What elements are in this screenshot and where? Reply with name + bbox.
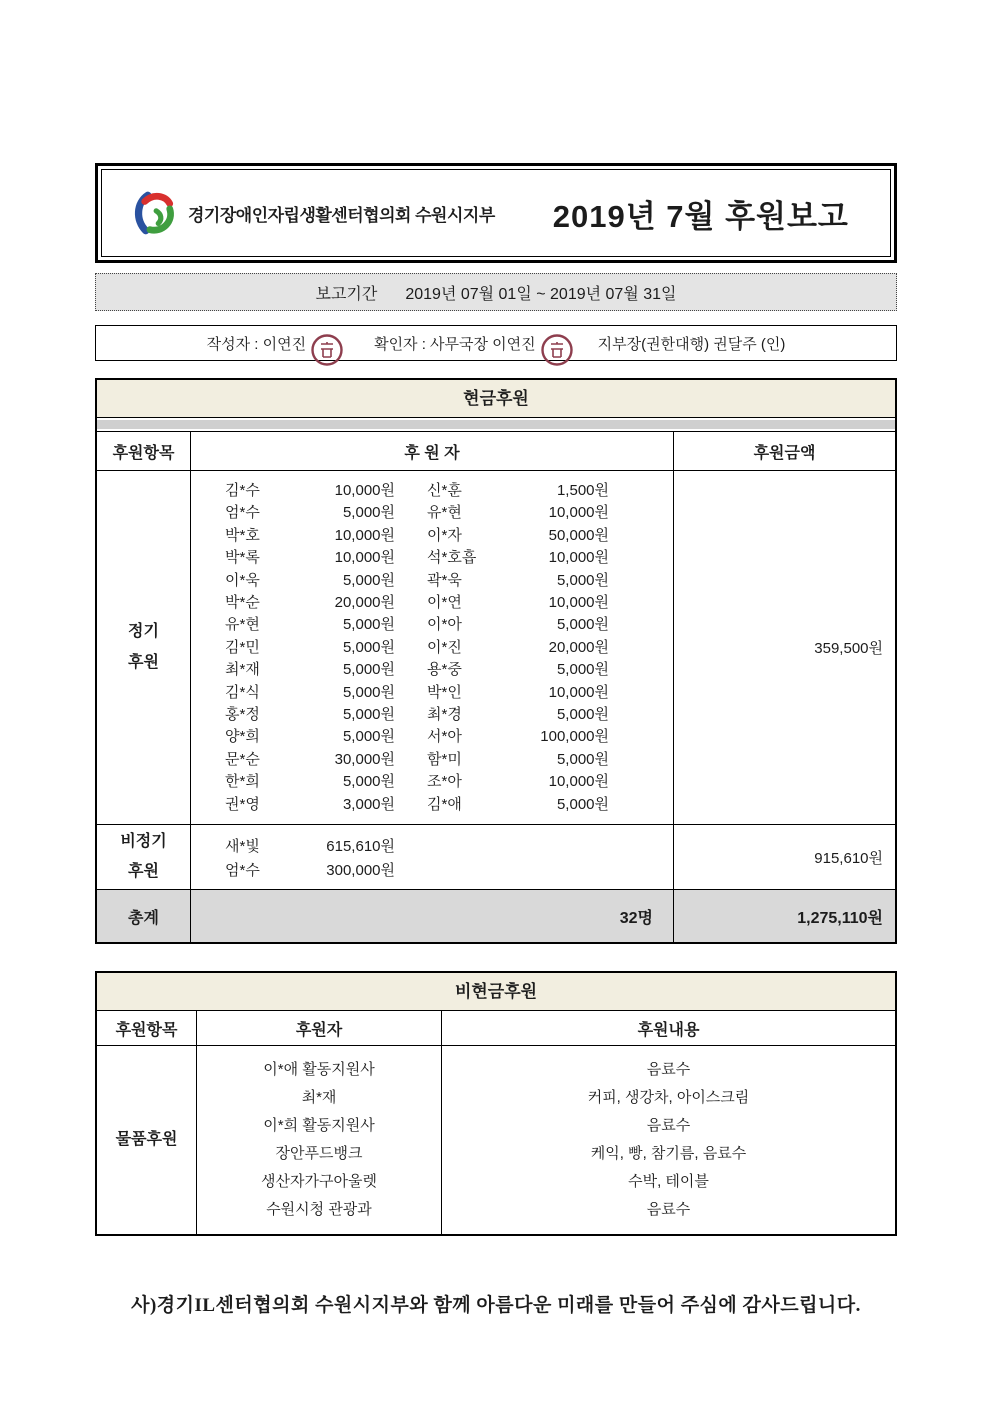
donor-name: 엄*수 xyxy=(225,862,260,880)
report-period-bar xyxy=(95,273,897,311)
irregular-donation-row xyxy=(97,825,895,890)
donor-name: 최*재 xyxy=(225,661,260,679)
report-header xyxy=(95,163,897,263)
noncash-donor: 생산자가구아울렛 xyxy=(261,1173,377,1191)
donor-name: 이*진 xyxy=(427,638,462,656)
donor-amount: 20,000원 xyxy=(548,638,609,656)
total-label: 총계 xyxy=(97,890,191,942)
donor-name: 박*인 xyxy=(427,683,462,701)
noncash-body-row xyxy=(97,1046,895,1234)
donor-name: 함*미 xyxy=(427,750,462,768)
donor-name: 문*순 xyxy=(225,750,260,768)
col-header-content: 후원내용 xyxy=(637,1021,700,1039)
donor-amount: 5,000원 xyxy=(342,706,395,724)
report-page xyxy=(95,163,897,1317)
donor-name: 이*아 xyxy=(427,616,462,634)
regular-donation-row xyxy=(97,471,895,825)
donor-amount: 10,000원 xyxy=(548,773,609,791)
donor-amount: 20,000원 xyxy=(334,594,395,612)
donor-name: 유*현 xyxy=(427,504,462,522)
donor-amount: 5,000원 xyxy=(556,616,609,634)
donor-amount: 300,000원 xyxy=(326,862,395,880)
cash-total-row xyxy=(97,890,895,942)
donor-amount: 615,610원 xyxy=(326,838,395,856)
checker-name: 확인자 : 사무국장 이연진 xyxy=(374,335,536,353)
noncash-content: 음료수 xyxy=(646,1061,691,1079)
noncash-content: 케익, 빵, 참기름, 음료수 xyxy=(590,1145,747,1163)
irregular-donation-category: 비정기 후원 xyxy=(97,825,191,889)
regular-donor-list xyxy=(191,471,674,824)
donor-amount: 5,000원 xyxy=(342,728,395,746)
checker-seal-icon xyxy=(540,333,574,367)
col-header-donor: 후 원 자 xyxy=(191,432,674,470)
writer-seal-icon xyxy=(310,333,344,367)
noncash-content: 음료수 xyxy=(646,1201,691,1219)
col-header-donor: 후원자 xyxy=(197,1011,442,1045)
donor-name: 유*현 xyxy=(225,616,260,634)
donor-amount: 5,000원 xyxy=(342,504,395,522)
donor-amount: 10,000원 xyxy=(548,549,609,567)
donor-amount: 5,000원 xyxy=(342,638,395,656)
noncash-donation-table xyxy=(95,971,897,1236)
col-header-item: 후원항목 xyxy=(97,1011,197,1045)
noncash-content: 음료수 xyxy=(646,1117,691,1135)
donor-name: 양*희 xyxy=(225,728,260,746)
donor-name: 이*욱 xyxy=(225,571,260,589)
donor-amount: 5,000원 xyxy=(556,795,609,813)
donor-amount: 50,000원 xyxy=(548,526,609,544)
irregular-subtotal: 915,610원 xyxy=(814,849,883,867)
noncash-donor: 이*희 활동지원사 xyxy=(263,1117,375,1135)
noncash-content-list xyxy=(442,1046,895,1234)
noncash-donor: 최*재 xyxy=(301,1089,337,1107)
donor-name: 신*훈 xyxy=(427,482,462,499)
noncash-table-title: 비현금후원 xyxy=(97,973,895,1011)
donor-amount: 10,000원 xyxy=(548,504,609,522)
donor-name: 곽*욱 xyxy=(427,571,462,589)
donor-name: 이*연 xyxy=(427,594,462,612)
donor-name: 김*민 xyxy=(225,638,260,656)
donor-name: 박*록 xyxy=(225,549,260,567)
donor-name: 권*영 xyxy=(225,795,260,813)
irregular-donor-list xyxy=(191,825,674,889)
donor-amount: 5,000원 xyxy=(342,683,395,701)
donor-name: 박*호 xyxy=(225,526,260,544)
cash-table-header-row xyxy=(97,431,895,471)
report-period-label: 보고기간 xyxy=(315,285,378,303)
donor-name: 새*빛 xyxy=(225,838,260,856)
donor-amount: 10,000원 xyxy=(548,683,609,701)
donor-name: 이*자 xyxy=(427,526,462,544)
regular-donation-category: 정기 후원 xyxy=(97,471,191,824)
noncash-donor: 수원시청 관광과 xyxy=(266,1201,372,1219)
donor-amount: 10,000원 xyxy=(334,549,395,567)
donor-name: 최*경 xyxy=(427,706,462,724)
donor-name: 김*애 xyxy=(427,795,462,813)
page-title: 2019년 7월 후원보고 xyxy=(552,198,849,234)
noncash-content: 수박, 테이블 xyxy=(628,1173,709,1191)
donor-amount: 10,000원 xyxy=(548,594,609,612)
organization-name: 경기장애인자립생활센터협의회 수원시지부 xyxy=(188,205,495,225)
noncash-category: 물품후원 xyxy=(97,1046,197,1234)
donor-name: 엄*수 xyxy=(225,504,260,522)
col-header-item: 후원항목 xyxy=(97,432,191,470)
donor-name: 서*아 xyxy=(427,728,462,746)
donor-name: 김*식 xyxy=(225,683,260,701)
donor-amount: 5,000원 xyxy=(556,706,609,724)
donor-amount: 5,000원 xyxy=(342,661,395,679)
total-donor-count: 32명 xyxy=(191,890,674,942)
writer-name: 작성자 : 이연진 xyxy=(206,335,307,353)
donor-amount: 1,500원 xyxy=(556,482,609,499)
donor-amount: 10,000원 xyxy=(334,482,395,499)
donor-name: 김*수 xyxy=(225,482,260,499)
donor-amount: 5,000원 xyxy=(342,571,395,589)
noncash-table-header-row xyxy=(97,1011,895,1046)
donor-amount: 5,000원 xyxy=(342,773,395,791)
report-period-value: 2019년 07월 01일 ~ 2019년 07월 31일 xyxy=(405,285,677,303)
donor-name: 박*순 xyxy=(225,594,260,612)
cash-table-stripe xyxy=(97,418,895,431)
donor-name: 석*호흡 xyxy=(427,549,477,567)
total-amount: 1,275,110원 xyxy=(797,909,883,927)
donor-amount: 3,000원 xyxy=(342,795,395,813)
noncash-content: 커피, 생강차, 아이스크림 xyxy=(587,1089,750,1107)
col-header-amount: 후원금액 xyxy=(753,444,816,462)
donor-amount: 5,000원 xyxy=(342,616,395,634)
donor-amount: 100,000원 xyxy=(540,728,609,746)
irregular-donor-grid xyxy=(191,825,673,883)
donor-name: 한*희 xyxy=(225,773,260,791)
noncash-donor: 장안푸드뱅크 xyxy=(275,1145,363,1163)
report-header-frame xyxy=(101,169,891,257)
thanks-message: 사)경기IL센터협의회 수원시지부와 함께 아름다운 미래를 만들어 주심에 감사드립니다. xyxy=(131,1295,861,1317)
regular-donor-grid xyxy=(191,471,673,824)
organization-logo-icon xyxy=(126,188,178,238)
regular-subtotal: 359,500원 xyxy=(814,640,883,658)
director-name: 지부장(권한대행) 권달주 (인) xyxy=(597,335,786,353)
donor-name: 조*아 xyxy=(427,773,462,791)
donor-amount: 30,000원 xyxy=(334,750,395,768)
noncash-donor: 이*애 활동지원사 xyxy=(263,1061,375,1079)
donor-amount: 5,000원 xyxy=(556,571,609,589)
donor-name: 용*중 xyxy=(427,661,462,679)
donor-amount: 10,000원 xyxy=(334,526,395,544)
signature-line xyxy=(95,325,897,361)
noncash-donor-list xyxy=(197,1046,442,1234)
cash-donation-table xyxy=(95,378,897,944)
donor-name: 홍*정 xyxy=(225,706,260,724)
cash-table-title: 현금후원 xyxy=(97,380,895,418)
donor-amount: 5,000원 xyxy=(556,661,609,679)
donor-amount: 5,000원 xyxy=(556,750,609,768)
